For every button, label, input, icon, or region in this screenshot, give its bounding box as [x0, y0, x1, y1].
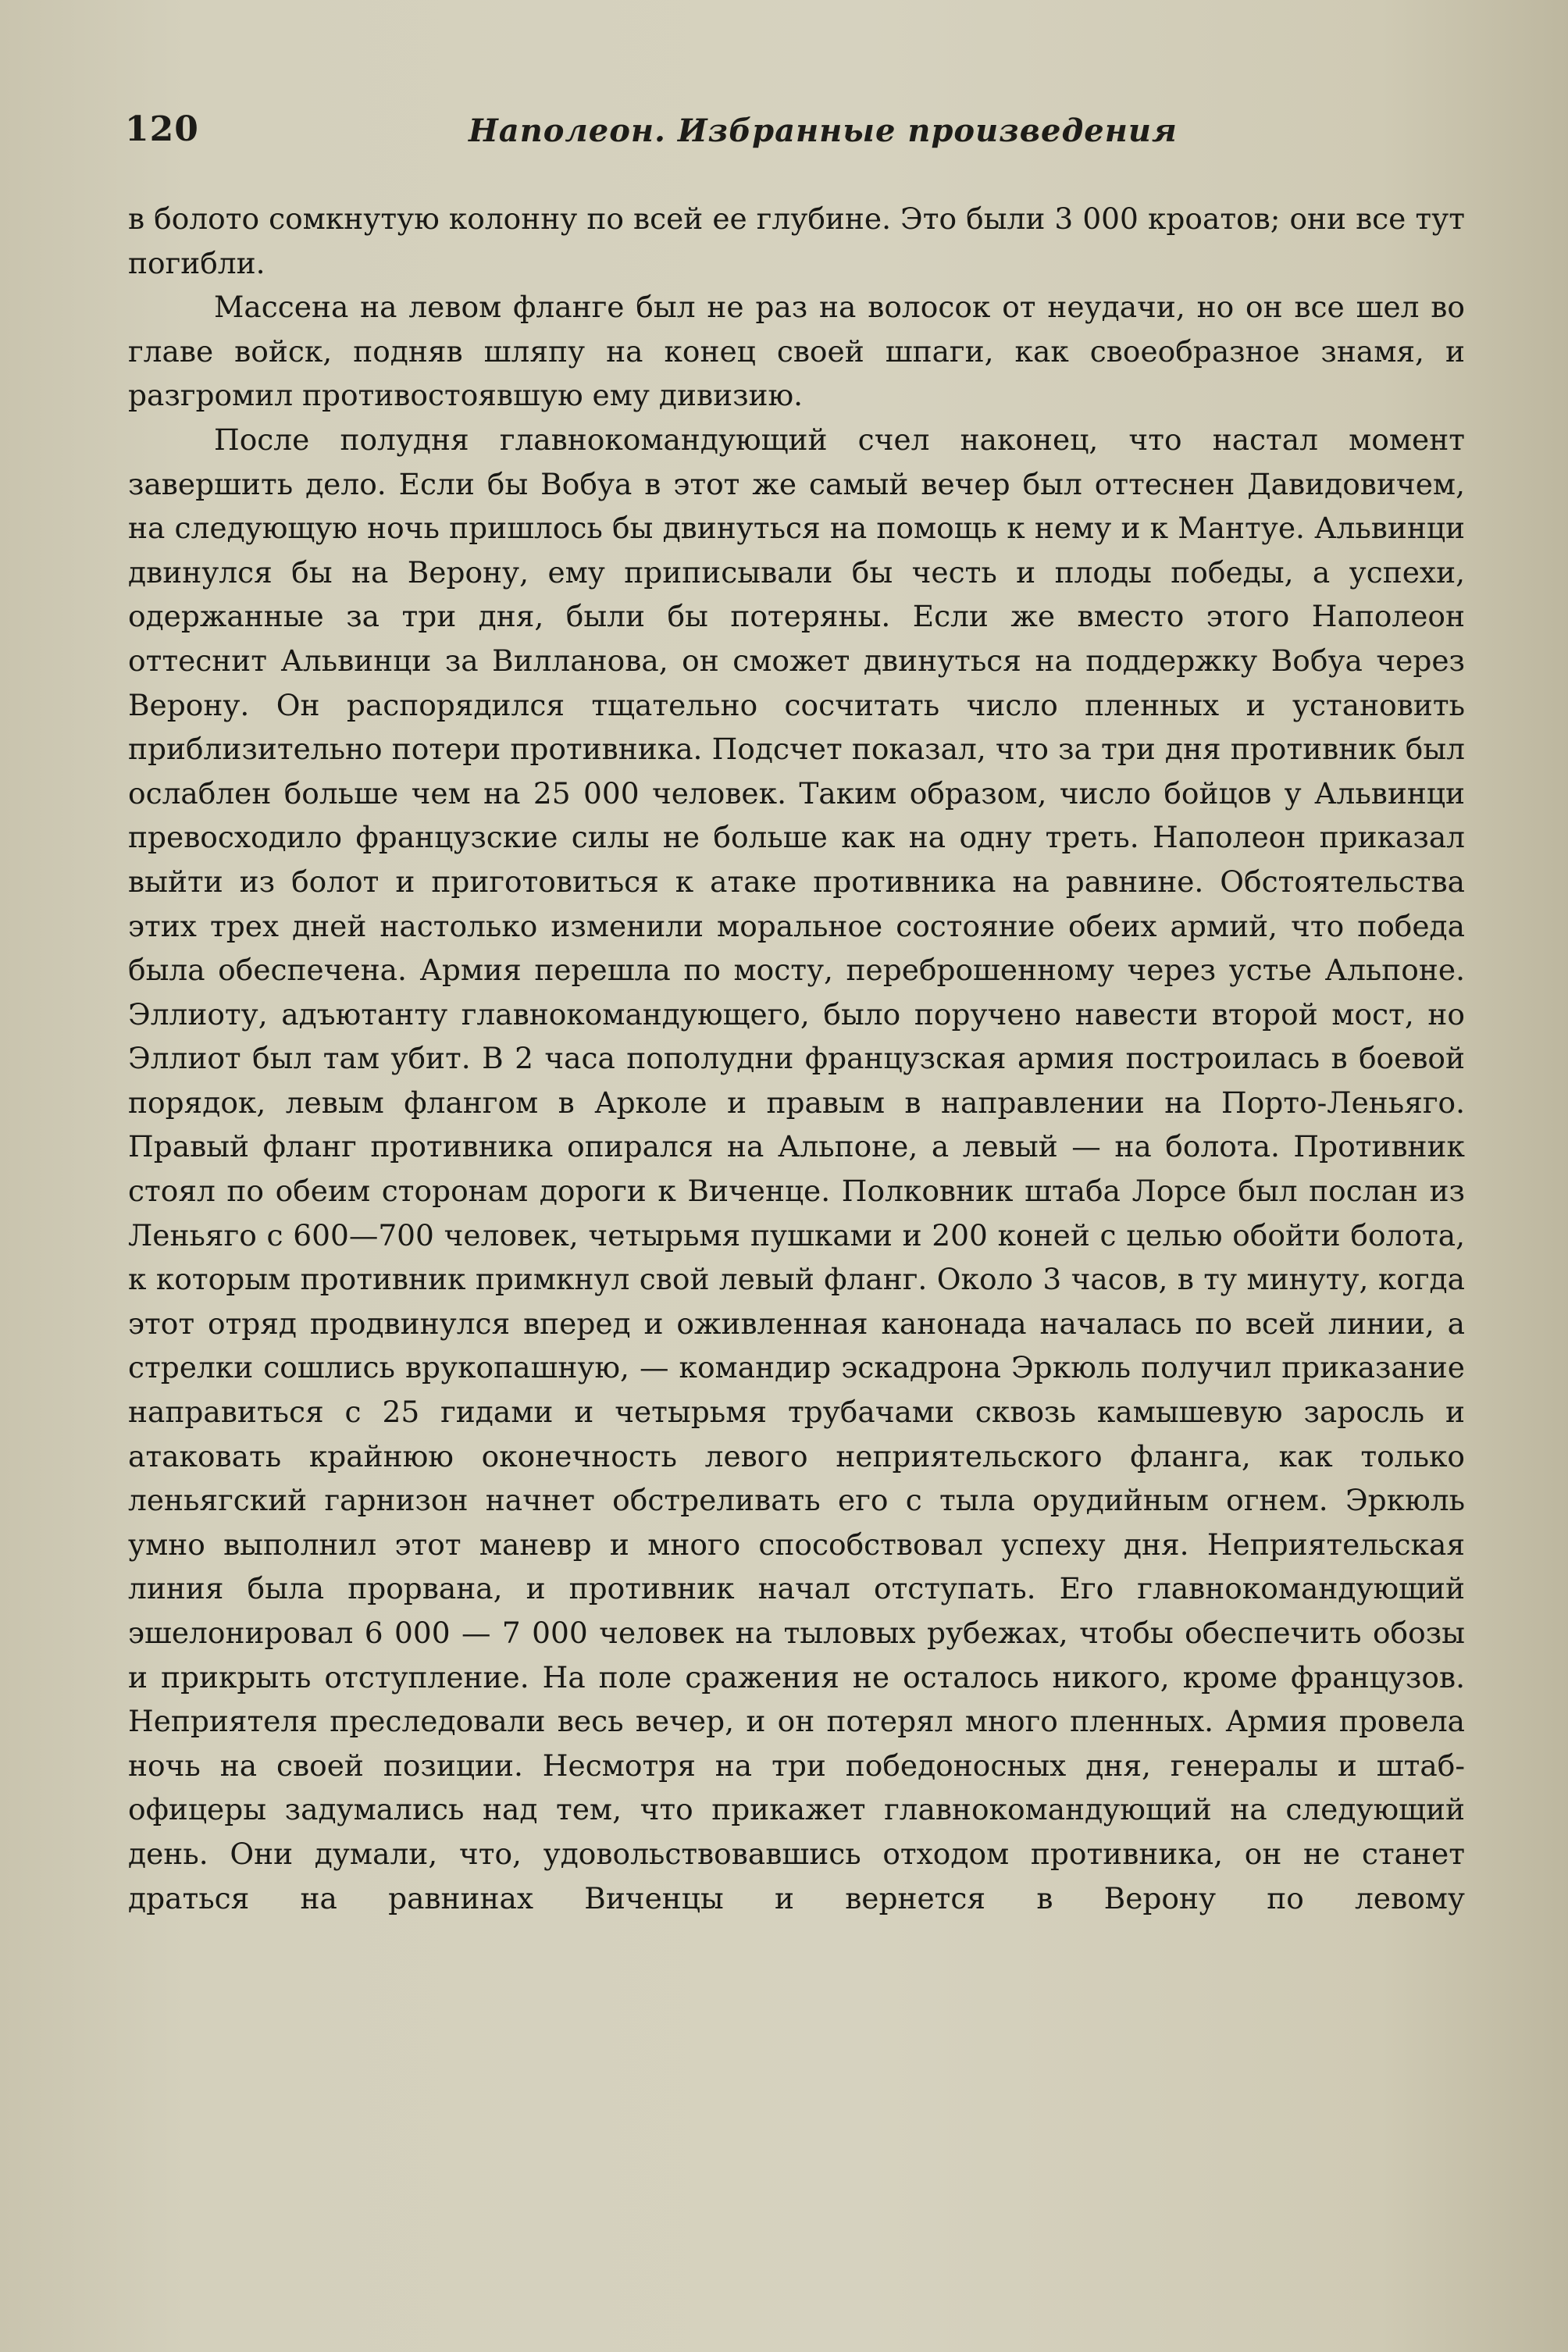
paragraph: Массена на левом фланге был не раз на волосок от неудачи, но он все шел во главе войск, подняв шляпу на конец своей шпаги, как своеобразное знамя, и разгромил противостоявшую ему дивизию. — [128, 290, 1465, 413]
body-text — [128, 197, 1465, 1920]
paragraph: После полудня главнокомандующий счел наконец, что настал момент завершить дело. Если бы Вобуа в этот же самый вечер был оттеснен Давидовичем, на следующую ночь пришлось бы двинуться на помощь к нему и к Мантуе. Альвинци двинулся бы на Верону, ему приписывали бы честь и плоды победы, а успехи, одержанные за три дня, были бы потеряны. Если же вместо этого Наполеон оттеснит Альвинци за Вилланова, он сможет двинуться на поддержку Вобуа через Верону. Он распорядился тщательно сосчитать число пленных и установить приблизительно потери противника. Подсчет показал, что за три дня противник был ослаблен больше чем на 25 000 человек. Таким образом, число бойцов у Альвинци превосходило французские силы не больше как на одну треть. Наполеон приказал выйти из болот и приготовиться к атаке противника на равнине. Обстоятельства этих трех дней настолько изменили моральное состояние обеих армий, что победа была обеспечена. Армия перешла по мосту, переброшенному через устье Альпоне. Эллиоту, адъютанту главнокомандующего, было поручено навести второй мост, но Эллиот был там убит. В 2 часа пополудни французская армия построилась в боевой порядок, левым флангом в Арколе и правым в направлении на Порто-Леньяго. Правый фланг противника опирался на Альпоне, а левый — на болота. Противник стоял по обеим сторонам дороги к Виченце. Полковник штаба Лорсе был послан из Леньяго с 600—700 человек, четырьмя пушками и 200 коней с целью обойти болота, к которым противник примкнул свой левый фланг. Около 3 часов, в ту минуту, когда этот отряд продвинулся вперед и оживленная канонада началась по всей линии, а стрелки сошлись врукопашную, — командир эскадрона Эркюль получил приказание направиться с 25 гидами и четырьмя трубачами сквозь камышевую заросль и атаковать крайнюю оконечность левого неприятельского фланга, как только леньягский гарнизон начнет обстреливать его с тыла орудийным огнем. Эркюль умно выполнил этот маневр и много способствовал успеху дня. Неприятельская линия была прорвана, и противник начал отступать. Его главнокомандующий эшелонировал 6 000 — 7 000 человек на тыловых рубежах, чтобы обеспечить обозы и прикрыть отступление. На поле сражения не осталось никого, кроме французов. Неприятеля преследовали весь вечер, и он потерял много пленных. Армия провела ночь на своей позиции. Несмотря на три победоносных дня, генералы и штаб-офицеры задумались над тем, что прикажет главнокомандующий на следующий день. Они думали, что, удовольствовавшись отходом противника, он не станет драться на равнинах Виченцы и вернется в Верону по левому — [128, 422, 1465, 1915]
page-number: 120 — [125, 109, 199, 149]
running-title: Наполеон. Избранные произведения — [469, 112, 1178, 149]
page-header — [125, 109, 1476, 156]
paragraph: в болото сомкнутую колонну по всей ее глубине. Это были 3 000 кроатов; они все тут погибли. — [128, 201, 1465, 280]
